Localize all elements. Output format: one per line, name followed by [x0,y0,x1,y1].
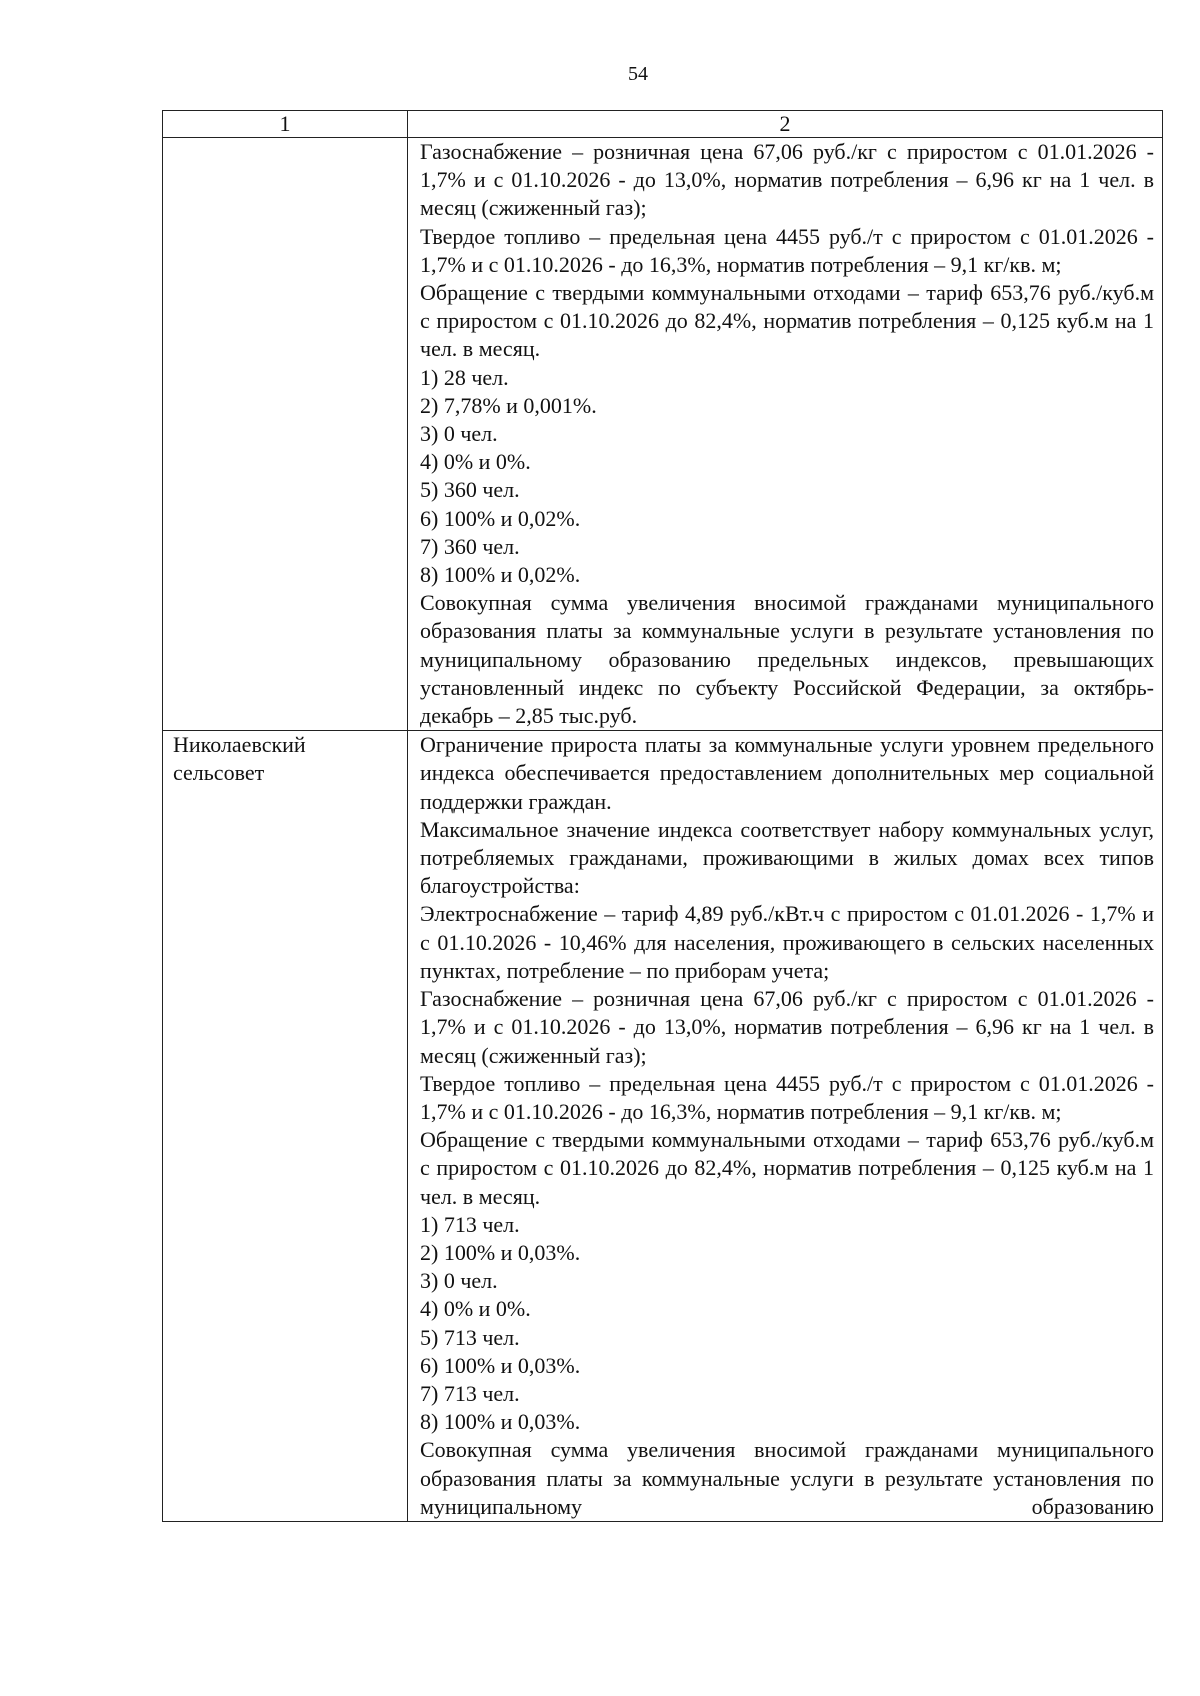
column-header-1: 1 [163,111,408,138]
municipality-name-line: сельсовет [173,760,265,786]
list-item: 3) 0 чел. [420,1268,498,1294]
list-item: 4) 0% и 0%. [420,1296,531,1322]
waste-management-paragraph: Обращение с твердыми коммунальными отходами – тариф 653,76 руб./куб.м с приростом с 01.10.2026 до 82,4%, норматив потребления – 0,125 куб.м на 1 чел. в месяц. [420,1127,1154,1209]
list-item: 7) 360 чел. [420,533,520,559]
list-item: 7) 713 чел. [420,1380,520,1406]
page-number: 54 [628,63,648,85]
list-item: 1) 713 чел. [420,1211,520,1237]
waste-management-paragraph: Обращение с твердыми коммунальными отходами – тариф 653,76 руб./куб.м с приростом с 01.10.2026 до 82,4%, норматив потребления – 0,125 куб.м на 1 чел. в месяц. [420,280,1154,362]
list-item: 5) 360 чел. [420,477,520,503]
table-row [163,731,1163,1522]
list-item: 1) 28 чел. [420,364,509,390]
gas-supply-paragraph: Газоснабжение – розничная цена 67,06 руб./кг с приростом с 01.01.2026 - 1,7% и с 01.10.2026 - до 13,0%, норматив потребления – 6,96 кг на 1 чел. в месяц (сжиженный газ); [420,986,1154,1068]
column-header-2: 2 [408,111,1163,138]
summary-paragraph: Совокупная сумма увеличения вносимой гражданами муниципального образования платы за коммунальные услуги в результате установления по муниципальному образованию предельных индексов, превышающих установленный индекс по субъекту Российской Федерации, за октябрь-декабрь – 2,85 тыс.руб. [420,590,1154,729]
max-index-paragraph: Максимальное значение индекса соответствует набору коммунальных услуг, потребляемых гражданами, проживающими в жилых домах всех типов благоустройства: [420,816,1154,899]
list-item: 3) 0 чел. [420,421,498,447]
gas-supply-paragraph: Газоснабжение – розничная цена 67,06 руб./кг с приростом с 01.01.2026 - 1,7% и с 01.10.2026 - до 13,0%, норматив потребления – 6,96 кг на 1 чел. в месяц (сжиженный газ); [420,139,1154,221]
list-item: 6) 100% и 0,03%. [420,1352,581,1378]
list-item: 6) 100% и 0,02%. [420,505,581,531]
description-cell [408,138,1163,731]
list-item: 2) 100% и 0,03%. [420,1239,581,1265]
indices-table [162,110,1163,1522]
electricity-paragraph: Электроснабжение – тариф 4,89 руб./кВт.ч с приростом с 01.01.2026 - 1,7% и с 01.10.2026 - 10,46% для населения, проживающего в сельских населенных пунктах, потребление – по приборам учета; [420,901,1154,983]
municipality-cell [163,731,408,1522]
limit-paragraph: Ограничение прироста платы за коммунальные услуги уровнем предельного индекса обеспечивается предоставлением дополнительных мер социальной поддержки граждан. [420,732,1154,814]
description-clip [420,731,1154,1521]
summary-paragraph: Совокупная сумма увеличения вносимой гражданами муниципального образования платы за коммунальные услуги в результате установления по муниципальному образованию [420,1437,1154,1519]
solid-fuel-paragraph: Твердое топливо – предельная цена 4455 руб./т с приростом с 01.01.2026 - 1,7% и с 01.10.2026 - до 16,3%, норматив потребления – 9,1 кг/кв. м; [420,223,1154,277]
description-cell [408,731,1163,1522]
list-item: 8) 100% и 0,02%. [420,562,581,588]
list-item: 8) 100% и 0,03%. [420,1409,581,1435]
solid-fuel-paragraph: Твердое топливо – предельная цена 4455 руб./т с приростом с 01.01.2026 - 1,7% и с 01.10.2026 - до 16,3%, норматив потребления – 9,1 кг/кв. м; [420,1070,1154,1124]
municipality-name-line: Николаевский [173,732,306,758]
municipality-cell [163,138,408,731]
table-row [163,138,1163,731]
table-header-row [163,111,1163,138]
list-item: 5) 713 чел. [420,1324,520,1350]
list-item: 4) 0% и 0%. [420,449,531,475]
list-item: 2) 7,78% и 0,001%. [420,392,597,418]
